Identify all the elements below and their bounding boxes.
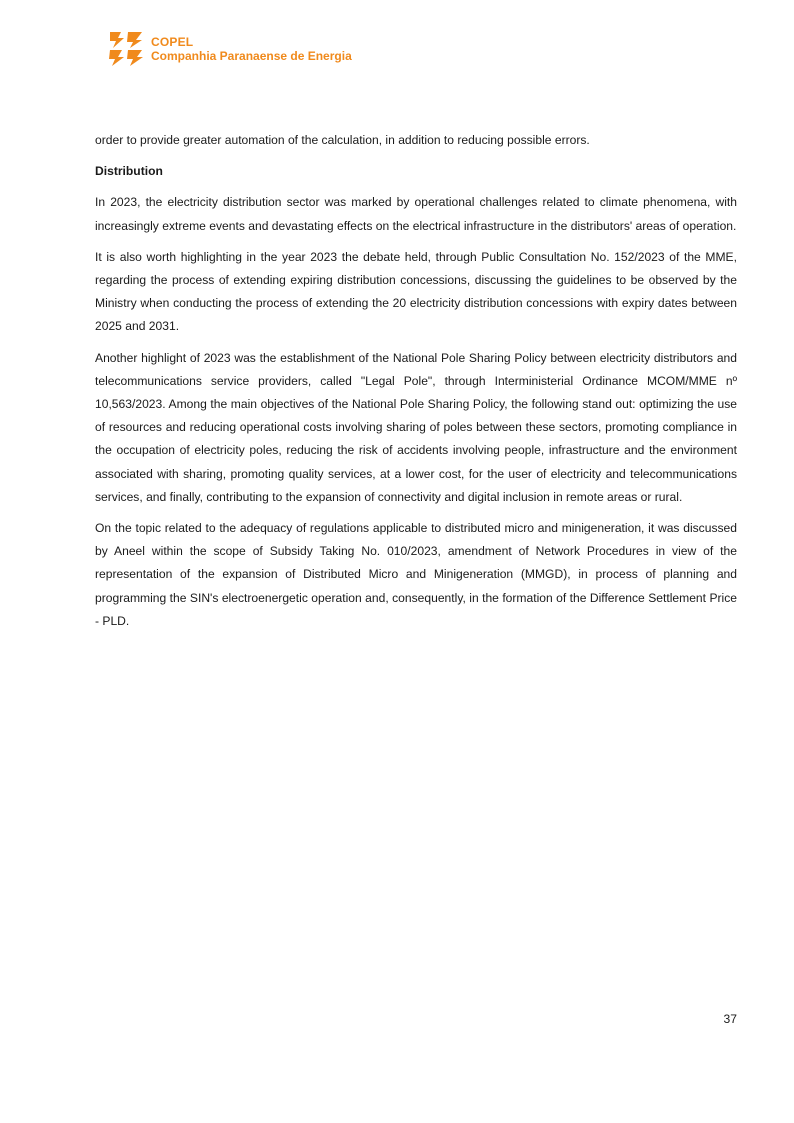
page-header: [108, 31, 352, 67]
company-full-name: Companhia Paranaense de Energia: [151, 49, 352, 63]
paragraph: In 2023, the electricity distribution sector was marked by operational challenges related to climate phenomena, with increasingly extreme events and devastating effects on the electrical infrastructure in the distributors' areas of operation.: [95, 195, 737, 233]
paragraph: On the topic related to the adequacy of regulations applicable to distributed micro and minigeneration, it was discussed by Aneel within the scope of Subsidy Taking No. 010/2023, amendment of Network Procedures in view of the representation of the expansion of Distributed Micro and Minigeneration (MMGD), in process of planning and programming the SIN's electroenergetic operation and, consequently, in the formation of the Difference Settlement Price - PLD.: [95, 521, 737, 628]
brand-name: COPEL: [151, 35, 194, 49]
copel-logo-icon: [108, 31, 144, 67]
paragraph: It is also worth highlighting in the year 2023 the debate held, through Public Consultation No. 152/2023 of the MME, regarding the process of extending expiring distribution concessions, discussing the guidelines to be observed by the Ministry when conducting the process of extending the 20 electricity distribution concessions with expiry dates between 2025 and 2031.: [95, 249, 737, 334]
document-body: [95, 129, 737, 641]
brand-text: [151, 35, 352, 63]
section-title: Distribution: [95, 164, 163, 179]
paragraph: Another highlight of 2023 was the establishment of the National Pole Sharing Policy between electricity distributors and telecommunications service providers, called "Legal Pole", through Interministerial Ordinance MCOM/MME nº 10,563/2023. Among the main objectives of the National Pole Sharing Policy, the following stand out: optimizing the use of resources and reducing operational costs involving sharing of poles between these sectors, promoting compliance in the occupation of electricity poles, reducing the risk of accidents involving people, infrastructure and the environment associated with sharing, promoting quality services, at a lower cost, for the user of electricity and telecommunications services, and finally, contributing to the expansion of connectivity and digital inclusion in remote areas or rural.: [95, 350, 737, 504]
page-number: 37: [723, 1012, 737, 1026]
continuation-paragraph: order to provide greater automation of the calculation, in addition to reducing possible errors.: [95, 133, 590, 147]
